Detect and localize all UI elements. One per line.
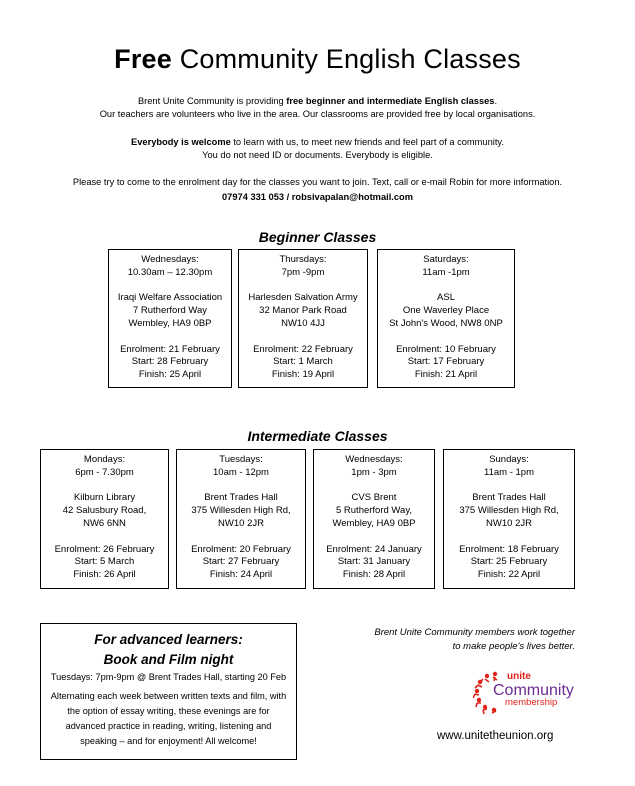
intermediate-class-card [40,449,169,589]
class-day: Tuesdays: [219,454,263,465]
class-finish: Finish: 24 April [209,569,273,581]
class-time: 10.30am – 12.30pm [127,266,213,278]
class-start: Start: 5 March [74,556,135,568]
advanced-schedule: Tuesdays: 7pm-9pm @ Brent Trades Hall, starting 20 Feb [50,672,287,682]
class-venue-name: Harlesden Salvation Army [248,292,358,304]
class-venue-name: Kilburn Library [73,492,136,504]
intermediate-class-card [313,449,435,589]
class-time: 11am -1pm [422,266,470,278]
contact-info: 07974 331 053 / robsivapalan@hotmail.com [222,192,413,202]
class-finish: Finish: 21 April [414,369,478,381]
class-finish: Finish: 25 April [138,369,202,381]
class-venue-postcode: St John's Wood, NW8 0NP [389,317,503,329]
intermediate-title: Intermediate Classes [247,428,388,444]
intro-line-5: Please try to come to the enrolment day for the classes you want to join. Text, call or e-mail Robin for more information. [72,177,563,187]
advanced-learners-box [40,623,297,760]
svg-text:membership: membership [505,697,558,708]
beginner-class-card [377,249,515,388]
class-time: 7pm -9pm [281,266,325,278]
class-venue-postcode: Wembley, HA9 0BP [332,517,416,529]
class-enrolment: Enrolment: 21 February [120,343,220,355]
class-start: Start: 31 January [337,556,411,568]
class-enrolment: Enrolment: 20 February [191,543,291,555]
intro-line-3: Everybody is welcome to learn with us, to meet new friends and feel part of a community. [131,137,504,147]
intermediate-class-card [176,449,306,589]
intermediate-class-card [443,449,575,589]
class-venue-address: 5 Rutherford Way, [335,505,413,517]
class-day: Sundays: [489,454,529,465]
class-start: Start: 28 February [131,356,209,368]
class-start: Start: 17 February [407,356,485,368]
class-enrolment: Enrolment: 18 February [459,543,559,555]
class-venue-address: 375 Willesden High Rd, [191,505,291,517]
intro-line-1: Brent Unite Community is providing free beginner and intermediate English classes. [137,96,498,106]
class-venue-address: 42 Salusbury Road, [62,505,147,517]
advanced-description: Alternating each week between written texts and film, with the option of essay writing, these evenings are for advanced practice in reading, writing, listening and speaking – and for enjoyment! All welcome! [50,691,287,746]
class-venue-name: Brent Trades Hall [472,492,546,504]
class-day: Wednesdays: [141,254,199,265]
class-finish: Finish: 28 April [342,569,406,581]
class-finish: Finish: 19 April [271,369,335,381]
class-enrolment: Enrolment: 26 February [54,543,155,555]
people-circle-icon [473,667,583,715]
class-venue-postcode: NW6 6NN [83,517,126,529]
title-rest: Community English Classes [172,44,521,74]
class-time: 11am - 1pm [484,466,534,478]
tagline: Brent Unite Community members work together to make people's lives better. [374,627,575,652]
class-day: Thursdays: [279,254,327,265]
svg-text:Community: Community [493,682,574,699]
class-start: Start: 1 March [273,356,333,368]
class-venue-name: Iraqi Welfare Association [117,292,223,304]
unite-community-logo [473,667,583,715]
class-finish: Finish: 22 April [477,569,541,581]
class-venue-address: 32 Manor Park Road [259,305,347,317]
page-title [0,44,635,75]
svg-text:unite: unite [507,671,531,682]
advanced-title: For advanced learners: [94,632,243,647]
class-venue-name: Brent Trades Hall [204,492,278,504]
class-venue-address: One Waverley Place [402,305,490,317]
class-venue-name: CVS Brent [351,492,397,504]
class-venue-name: ASL [437,292,455,304]
class-day: Mondays: [83,454,126,465]
class-start: Start: 25 February [470,556,548,568]
intro-line-2: Our teachers are volunteers who live in the area. Our classrooms are provided free by local organisations. [99,109,536,119]
class-venue-postcode: NW10 2JR [486,517,532,529]
beginner-class-card [238,249,368,388]
website-url: www.unitetheunion.org [437,730,554,742]
class-time: 1pm - 3pm [351,466,397,478]
class-day: Wednesdays: [345,454,403,465]
class-venue-address: 7 Rutherford Way [132,305,208,317]
class-venue-address: 375 Willesden High Rd, [459,505,559,517]
class-time: 6pm - 7.30pm [75,466,134,478]
class-start: Start: 27 February [202,556,280,568]
class-finish: Finish: 26 April [73,569,136,581]
intro-line-4: You do not need ID or documents. Everybody is eligible. [202,150,433,160]
class-enrolment: Enrolment: 24 January [326,543,422,555]
advanced-subtitle: Book and Film night [103,652,234,667]
class-enrolment: Enrolment: 22 February [253,343,353,355]
title-bold: Free [114,44,172,74]
class-venue-postcode: NW10 2JR [218,517,264,529]
class-venue-postcode: NW10 4JJ [281,317,325,329]
beginner-title: Beginner Classes [258,229,377,245]
class-day: Saturdays: [423,254,469,265]
beginner-class-card [108,249,232,388]
class-enrolment: Enrolment: 10 February [396,343,496,355]
class-venue-postcode: Wembley, HA9 0BP [128,317,212,329]
class-time: 10am - 12pm [213,466,269,478]
